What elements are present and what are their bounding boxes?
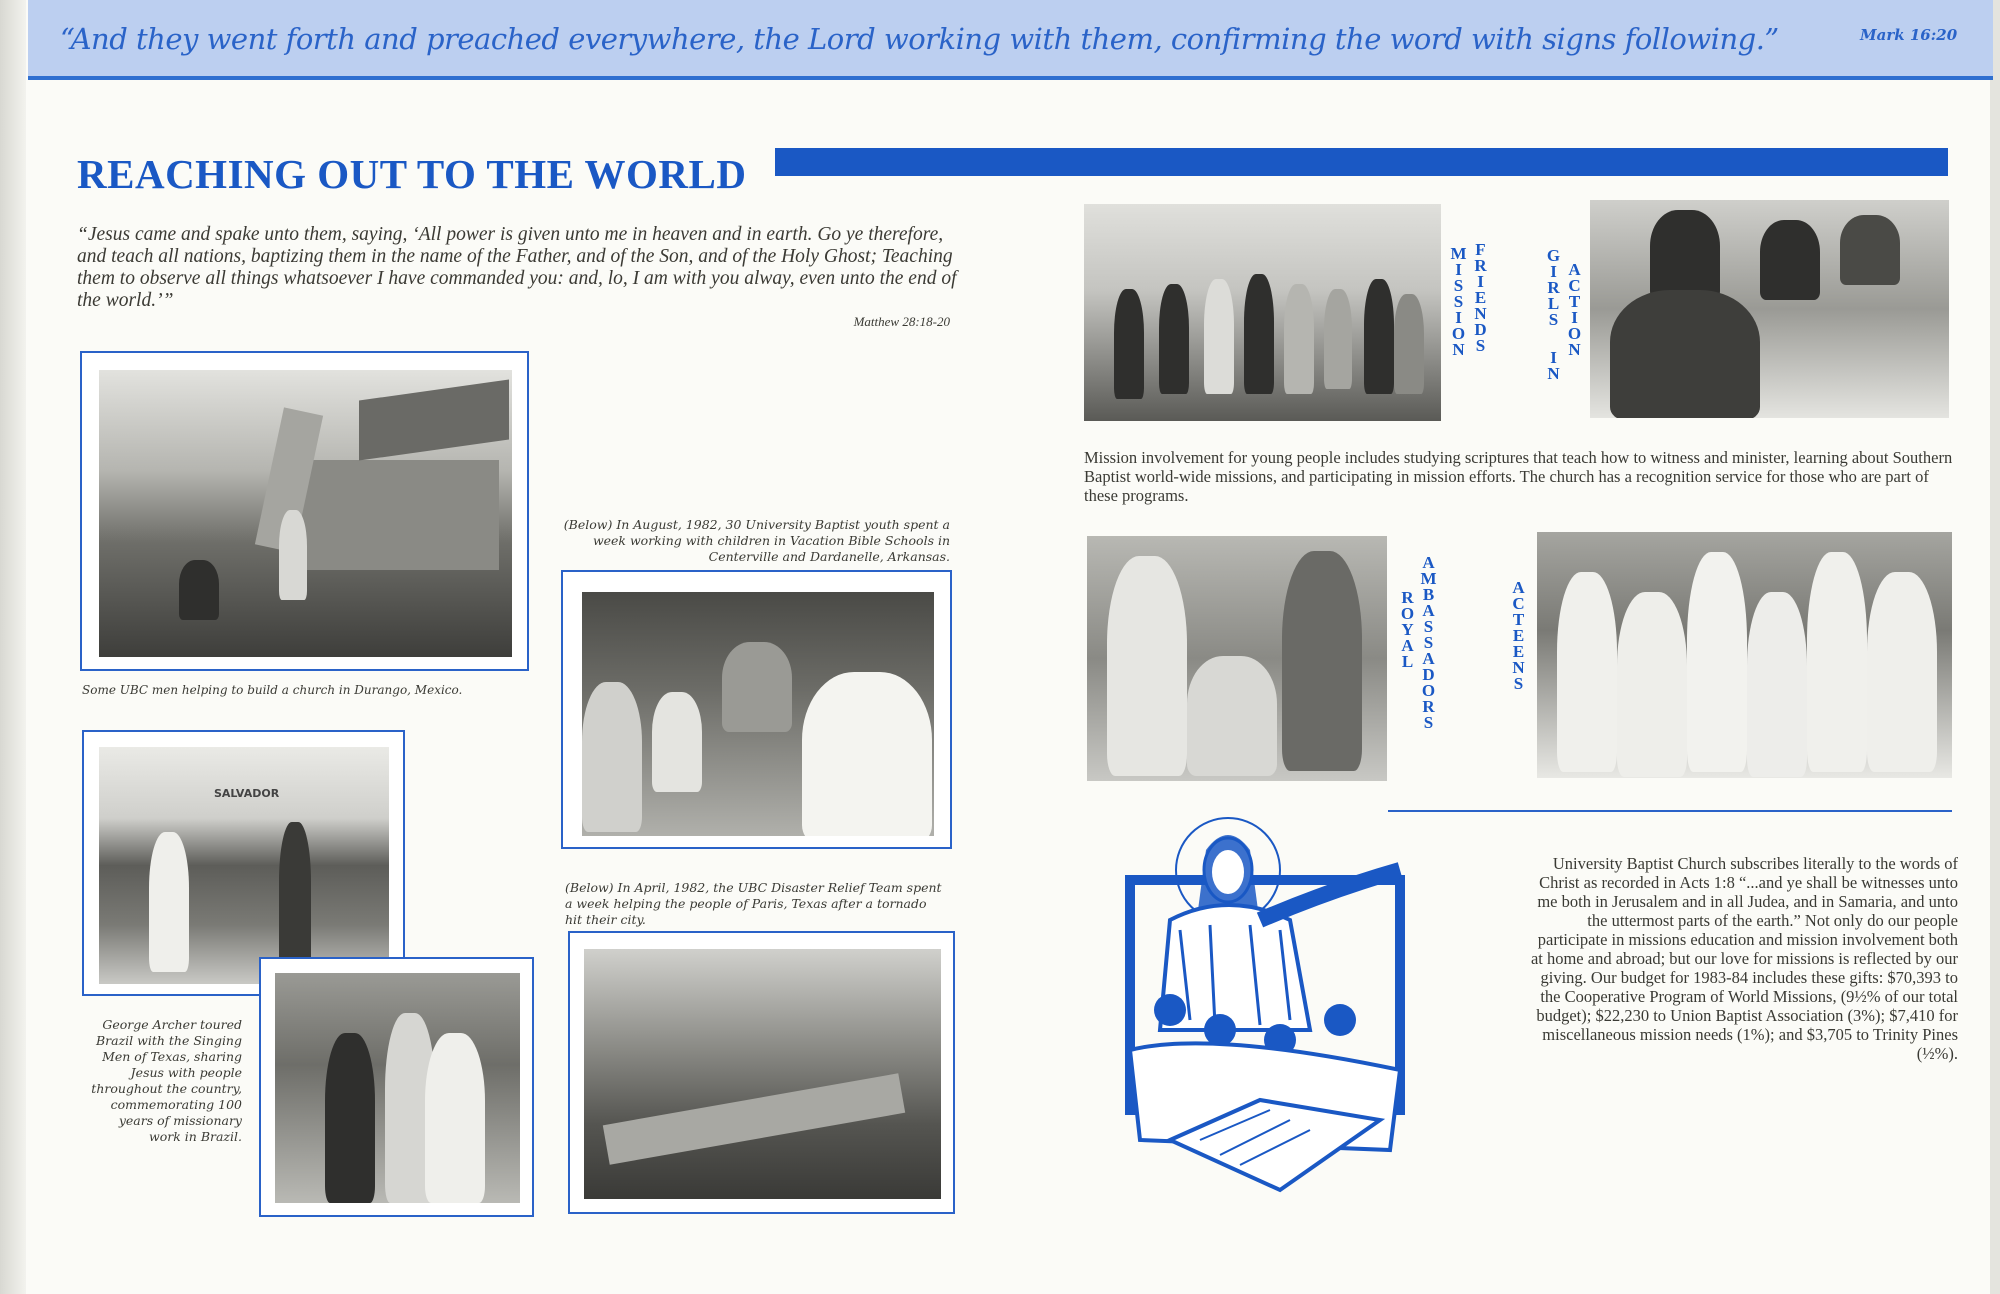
photo-salvador-airport	[99, 747, 389, 984]
photo-frame-paris	[568, 931, 955, 1214]
jesus-illustration	[1110, 810, 1420, 1195]
photo-frame-brazil	[259, 957, 534, 1217]
photo-vacation-bible-school	[582, 592, 934, 836]
label-girls-in: GIRLS IN	[1544, 246, 1563, 380]
label-action: ACTION	[1565, 260, 1584, 356]
label-mission: MISSION	[1449, 244, 1468, 356]
photo-mission-friends	[1084, 204, 1441, 421]
page-edge-right	[1990, 0, 2000, 1294]
caption-paris: (Below) In April, 1982, the UBC Disaster Relief Team spent a week helping the people of Paris, Texas after a tornado hit their city.	[565, 880, 942, 927]
photo-frame-durango	[80, 351, 529, 671]
photo-tornado-damage	[584, 949, 941, 1199]
missions-budget-paragraph: University Baptist Church subscribes literally to the words of Christ as recorded in Acts 1:8 “...and ye shall be witnesses unto me both in Jerusalem and in all Judea, and in Samaria, and unto the uttermost parts of the earth.” Not only do our people participate in missions education and mission involvement both at home and abroad; but our love for missions is reflected by our giving. Our budget for 1983-84 includes these gifts: $70,393 to the Cooperative Program of World Missions, (9½% of our total budget); $22,230 to Union Baptist Association (3%); $7,410 for miscellaneous mission needs (1%); and $3,705 to Trinity Pines (½%).	[1530, 854, 1958, 1063]
caption-arkansas: (Below) In August, 1982, 30 University Baptist youth spent a week working with children in Vacation Bible Schools in Centerville and Dardanelle, Arkansas.	[563, 517, 950, 564]
header-reference: Mark 16:20	[1860, 26, 1958, 44]
scripture-reference: Matthew 28:18-20	[853, 314, 950, 329]
photo-brazil-singers	[275, 973, 520, 1203]
photo-royal-ambassadors	[1087, 536, 1387, 781]
salvador-sign: SALVADOR	[214, 787, 280, 800]
label-friends: FRIENDS	[1471, 240, 1490, 352]
header-quote: “And they went forth and preached everywhere, the Lord working with them, confirming the word with signs following.”	[60, 22, 1779, 56]
label-royal: ROYAL	[1398, 588, 1417, 668]
page-title: REACHING OUT TO THE WORLD	[77, 151, 747, 197]
label-acteens: ACTEENS	[1509, 578, 1528, 690]
divider-line	[1388, 810, 1952, 812]
photo-frame-arkansas	[561, 570, 952, 849]
scripture-quote: “Jesus came and spake unto them, saying, ‘All power is given unto me in heaven and in earth. Go ye therefore, and teach all nations, baptizing them in the name of the Father, and of the Son, and of the Holy Ghost; Teaching them to observe all things whatsoever I have commanded you: and, lo, I am with you alway, even unto the end of the world.’”	[77, 224, 957, 311]
mission-involvement-paragraph: Mission involvement for young people includes studying scriptures that teach how to witness and minister, learning about Southern Baptist world-wide missions, and participating in mission efforts. The church has a recognition service for those who are part of these programs.	[1084, 448, 1953, 505]
photo-girls-in-action	[1590, 200, 1949, 418]
caption-brazil: George Archer toured Brazil with the Singing Men of Texas, sharing Jesus with people throughout the country, commemorating 100 years of missionary work in Brazil.	[91, 1017, 242, 1144]
label-ambassadors: AMBASSADORS	[1419, 553, 1438, 729]
photo-acteens	[1537, 532, 1952, 778]
title-bar	[775, 148, 1948, 176]
page-edge-left	[0, 0, 26, 1294]
caption-durango: Some UBC men helping to build a church in Durango, Mexico.	[82, 683, 463, 697]
photo-durango-church	[99, 370, 512, 657]
